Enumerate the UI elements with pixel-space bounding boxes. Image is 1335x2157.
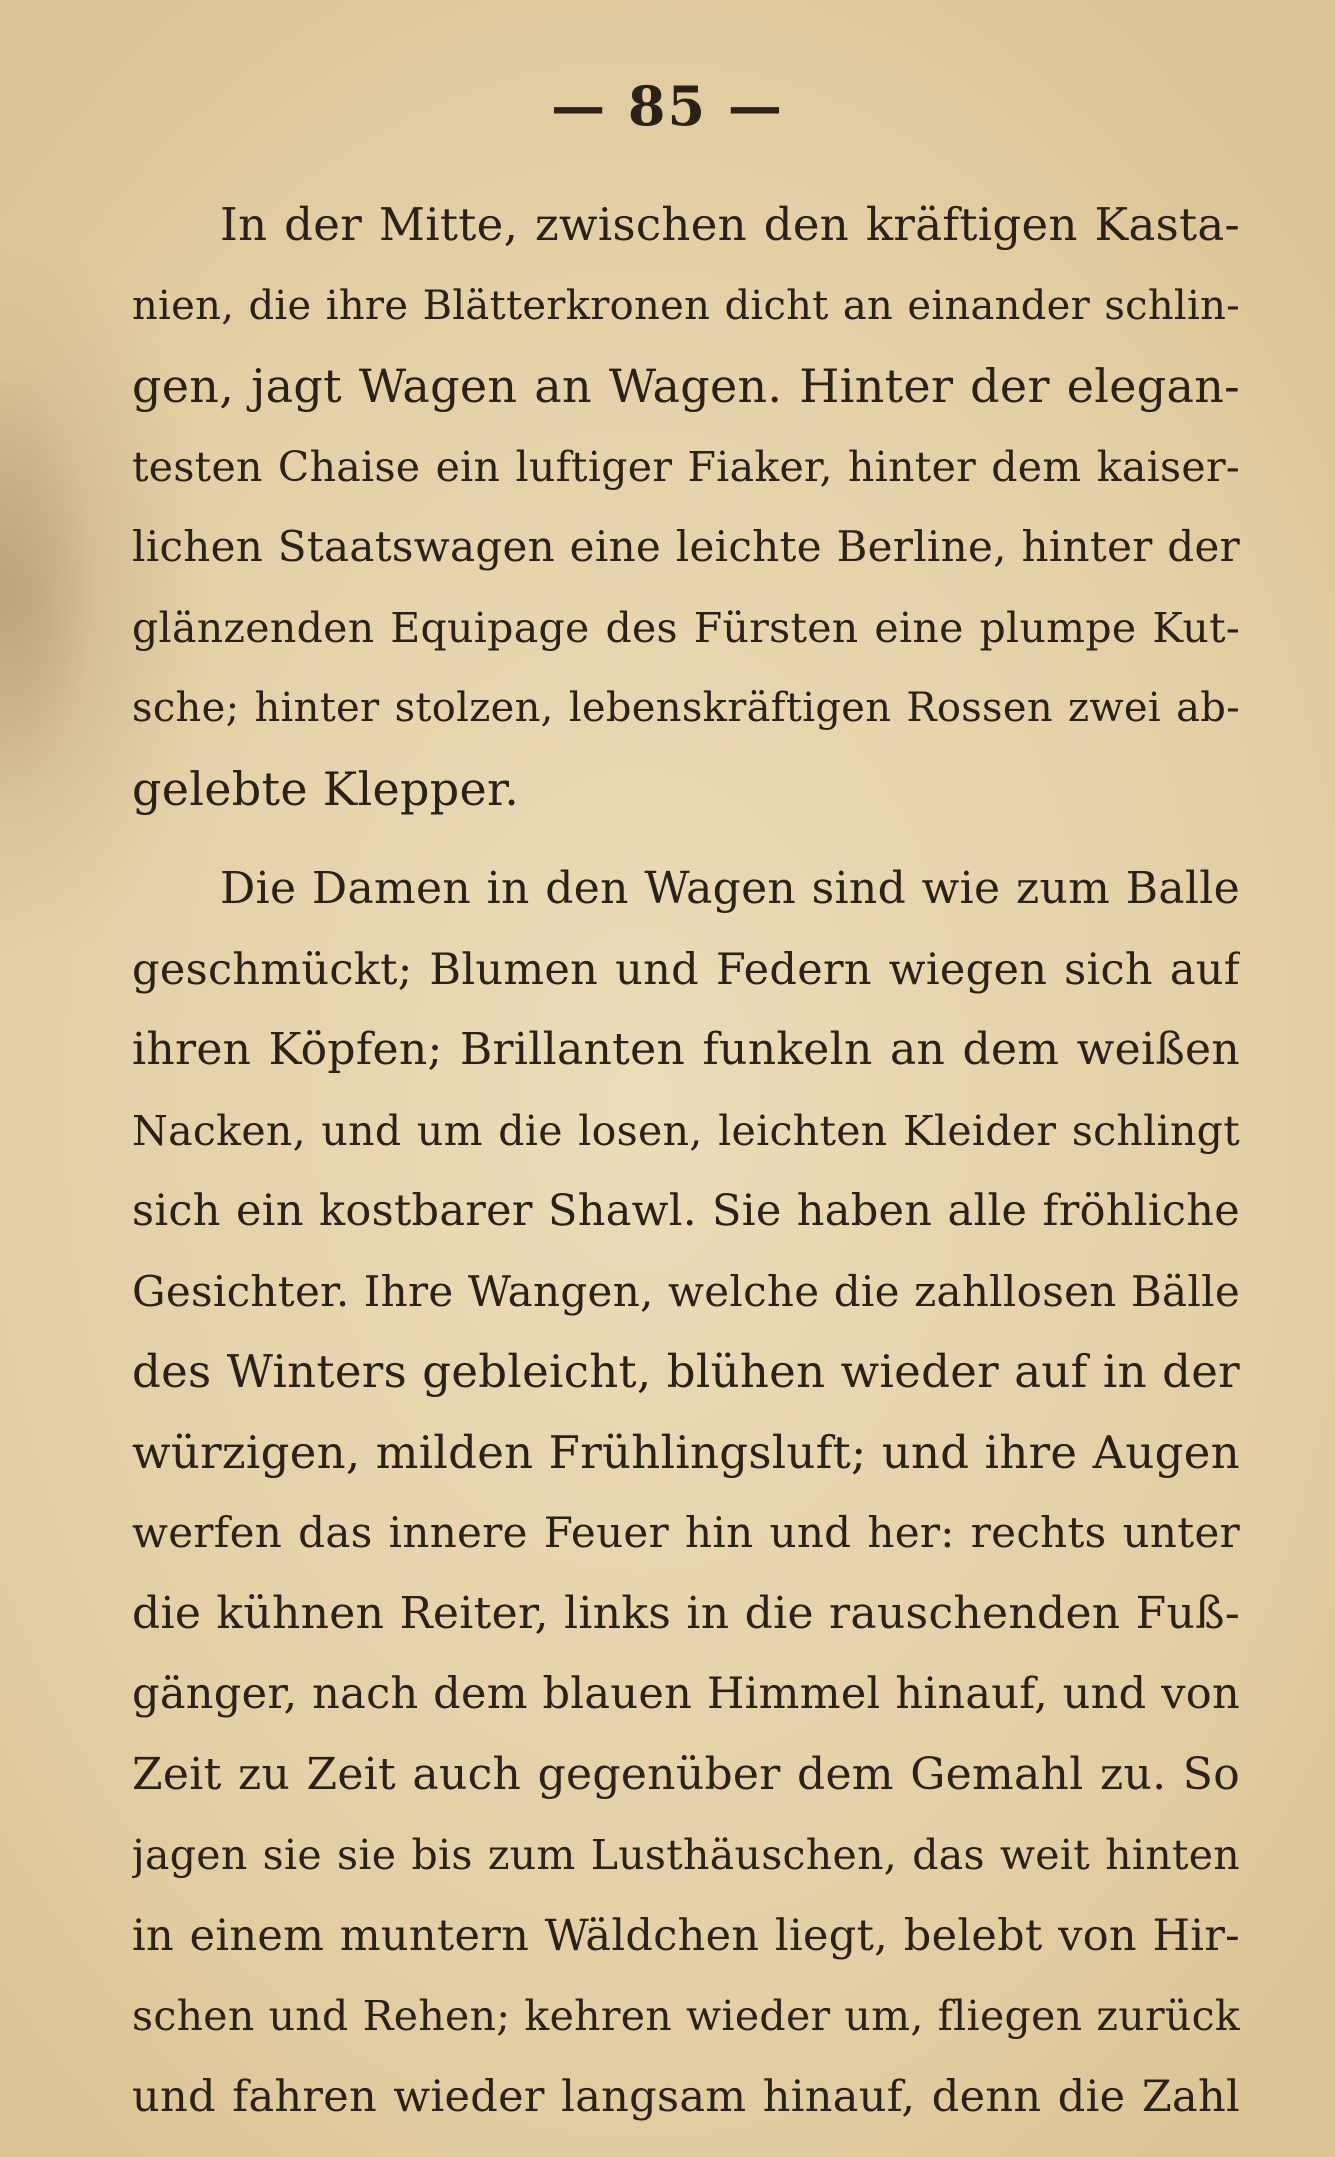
text-line: nien, die ihre Blätterkronen dicht an einander schlin- bbox=[132, 282, 1240, 329]
text-line: und fahren wieder langsam hinauf, denn die Zahl bbox=[132, 2071, 1240, 2122]
page-stain bbox=[0, 380, 90, 800]
text-line: testen Chaise ein luftiger Fiaker, hinter dem kaiser- bbox=[132, 442, 1240, 491]
paragraph-2 bbox=[132, 849, 1240, 2137]
text-line: schen und Rehen; kehren wieder um, fliegen zurück bbox=[132, 1992, 1240, 2040]
page-number: — 85 — bbox=[551, 74, 784, 138]
text-line: gelebte Klepper. bbox=[132, 761, 520, 816]
text-line: In der Mitte, zwischen den kräftigen Kasta- bbox=[220, 198, 1240, 251]
text-line: geschmückt; Blumen und Federn wiegen sich auf bbox=[132, 944, 1240, 995]
text-line: würzigen, milden Frühlingsluft; und ihre Augen bbox=[132, 1425, 1240, 1479]
text-line: sche; hinter stolzen, lebenskräftigen Rossen zwei ab- bbox=[132, 685, 1240, 731]
text-line: Die Damen in den Wagen sind wie zum Balle bbox=[220, 863, 1240, 914]
text-line: des Winters gebleicht, blühen wieder auf in der bbox=[132, 1345, 1240, 1398]
body-text bbox=[132, 185, 1240, 2137]
text-line: Nacken, und um die losen, leichten Kleider schlingt bbox=[132, 1106, 1240, 1155]
paragraph-gap bbox=[132, 829, 1240, 849]
paragraph-1 bbox=[132, 185, 1240, 829]
text-line: gänger, nach dem blauen Himmel hinauf, und von bbox=[132, 1669, 1240, 1719]
text-line: ihren Köpfen; Brillanten funkeln an dem weißen bbox=[132, 1024, 1240, 1075]
text-line: Gesichter. Ihre Wangen, welche die zahllosen Bälle bbox=[132, 1266, 1240, 1316]
text-line: sich ein kostbarer Shawl. Sie haben alle fröhliche bbox=[132, 1186, 1240, 1236]
text-line: jagen sie sie bis zum Lusthäuschen, das weit hinten bbox=[132, 1831, 1240, 1879]
text-line: in einem muntern Wäldchen liegt, belebt von Hir- bbox=[132, 1910, 1240, 1961]
text-line: Zeit zu Zeit auch gegenüber dem Gemahl zu. So bbox=[132, 1748, 1240, 1800]
text-line: werfen das innere Feuer hin und her: rechts unter bbox=[132, 1508, 1240, 1557]
text-line: glänzenden Equipage des Fürsten eine plumpe Kut- bbox=[132, 603, 1240, 652]
text-line: lichen Staatswagen eine leichte Berline, hinter der bbox=[132, 522, 1240, 571]
text-line: die kühnen Reiter, links in die rauschenden Fuß- bbox=[132, 1587, 1240, 1639]
text-line: gen, jagt Wagen an Wagen. Hinter der elegan- bbox=[132, 359, 1240, 413]
